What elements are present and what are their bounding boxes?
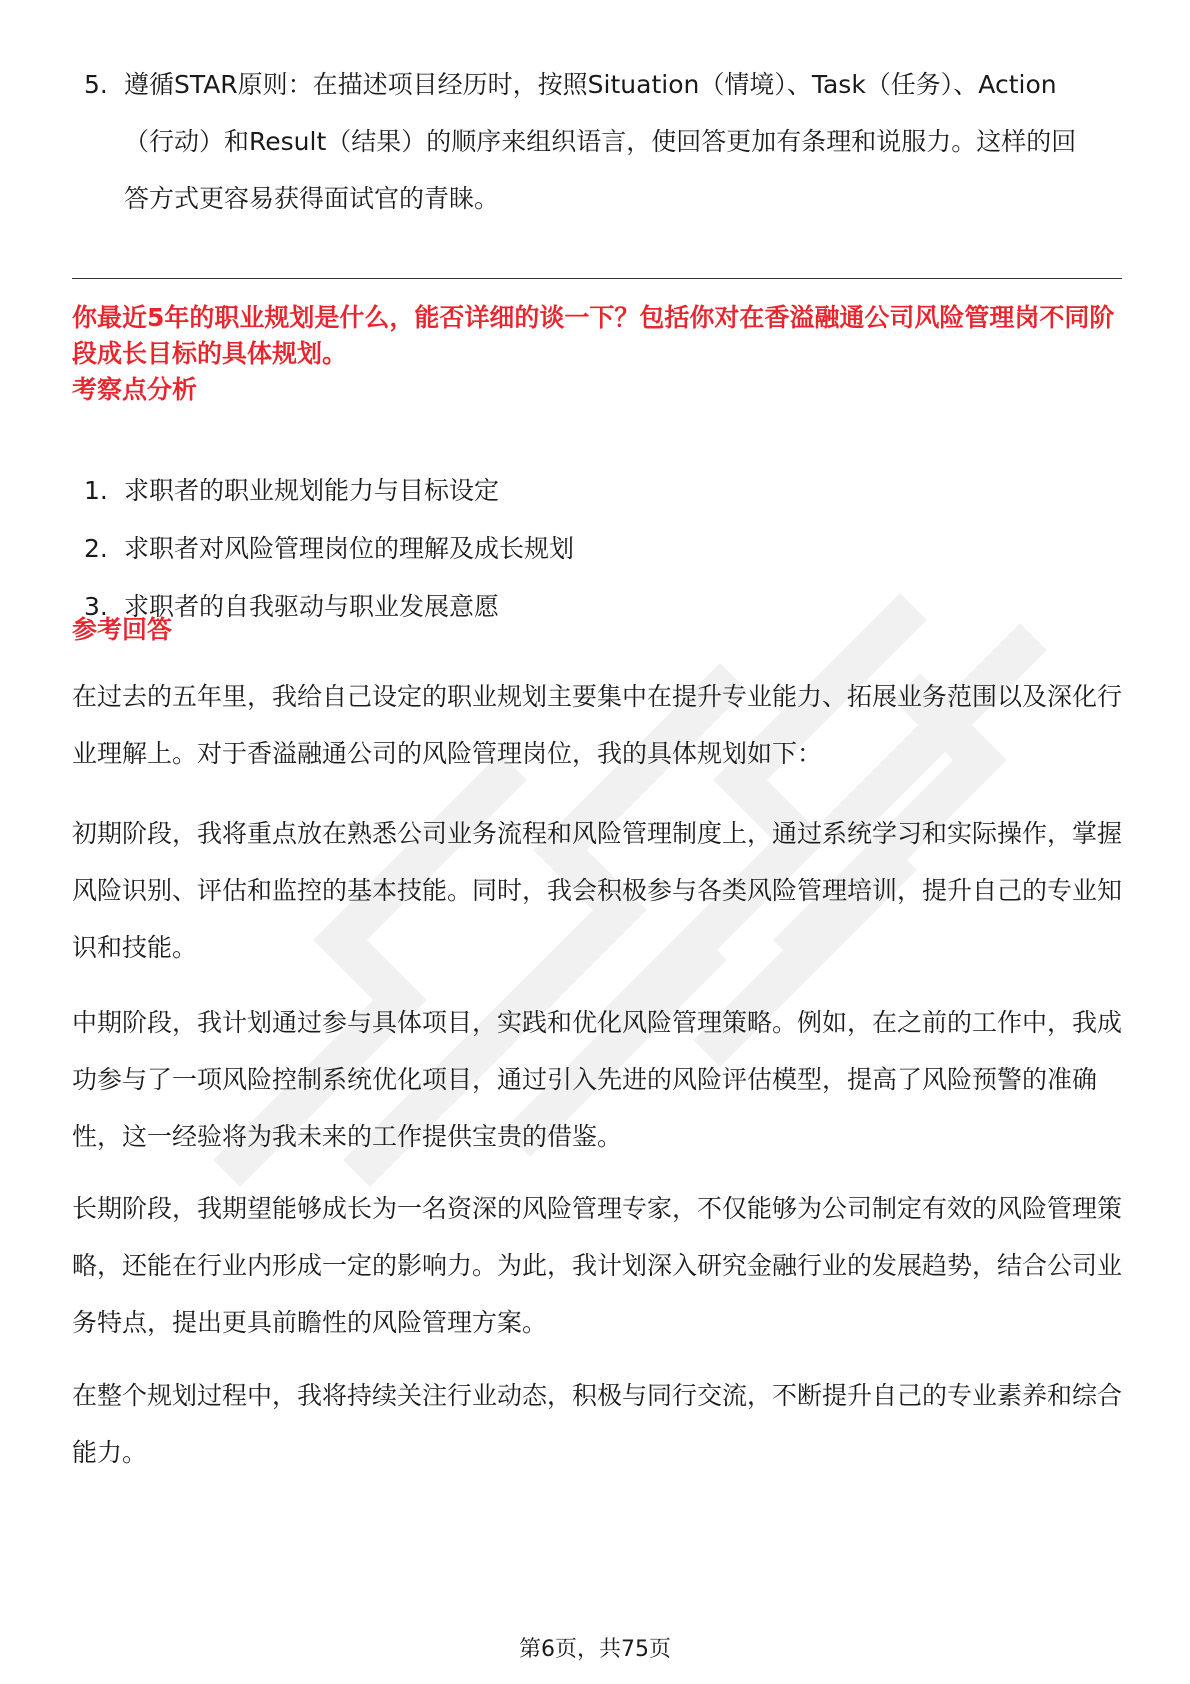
list-number: 5. xyxy=(84,70,108,99)
answer-heading: 参考回答 xyxy=(72,615,173,644)
interview-question: 你最近5年的职业规划是什么，能否详细的谈一下？包括你对在香溢融通公司风险管理岗不同阶段成长目标的具体规划。 xyxy=(72,303,1115,368)
page-number-footer: 第6页，共75页 xyxy=(519,1637,671,1662)
list-number: 3. xyxy=(84,592,108,621)
list-number: 2. xyxy=(84,534,108,563)
list-text: 求职者的职业规划能力与目标设定 xyxy=(124,476,500,505)
list-text: 求职者对风险管理岗位的理解及成长规划 xyxy=(124,534,575,563)
analysis-heading: 考察点分析 xyxy=(72,375,198,404)
answer-paragraph-5: 在整个规划过程中，我将持续关注行业动态，积极与同行交流，不断提升自己的专业素养和综合能力。 xyxy=(72,1381,1123,1467)
section-divider xyxy=(72,278,1122,279)
answer-paragraph-2: 初期阶段，我将重点放在熟悉公司业务流程和风险管理制度上，通过系统学习和实际操作，掌握风险识别、评估和监控的基本技能。同时，我会积极参与各类风险管理培训，提升自己的专业知识和技能。 xyxy=(72,819,1123,962)
list-item xyxy=(84,520,1084,578)
list-text: 遵循STAR原则：在描述项目经历时，按照Situation（情境）、Task（任务）、Action（行动）和Result（结果）的顺序来组织语言，使回答更加有条理和说服力。这样的回答方式更容易获得面试官的青睐。 xyxy=(124,70,1077,213)
list-item xyxy=(84,462,1084,520)
previous-list-item xyxy=(84,56,1094,227)
list-item xyxy=(84,578,1084,636)
analysis-list xyxy=(84,462,1084,636)
answer-paragraph-3: 中期阶段，我计划通过参与具体项目，实践和优化风险管理策略。例如，在之前的工作中，我成功参与了一项风险控制系统优化项目，通过引入先进的风险评估模型，提高了风险预警的准确性，这一经验将为我未来的工作提供宝贵的借鉴。 xyxy=(72,1008,1123,1151)
list-text: 求职者的自我驱动与职业发展意愿 xyxy=(124,592,500,621)
answer-paragraph-4: 长期阶段，我期望能够成长为一名资深的风险管理专家，不仅能够为公司制定有效的风险管理策略，还能在行业内形成一定的影响力。为此，我计划深入研究金融行业的发展趋势，结合公司业务特点，提出更具前瞻性的风险管理方案。 xyxy=(72,1194,1123,1337)
list-number: 1. xyxy=(84,476,108,505)
answer-paragraph-1: 在过去的五年里，我给自己设定的职业规划主要集中在提升专业能力、拓展业务范围以及深化行业理解上。对于香溢融通公司的风险管理岗位，我的具体规划如下： xyxy=(72,682,1123,768)
